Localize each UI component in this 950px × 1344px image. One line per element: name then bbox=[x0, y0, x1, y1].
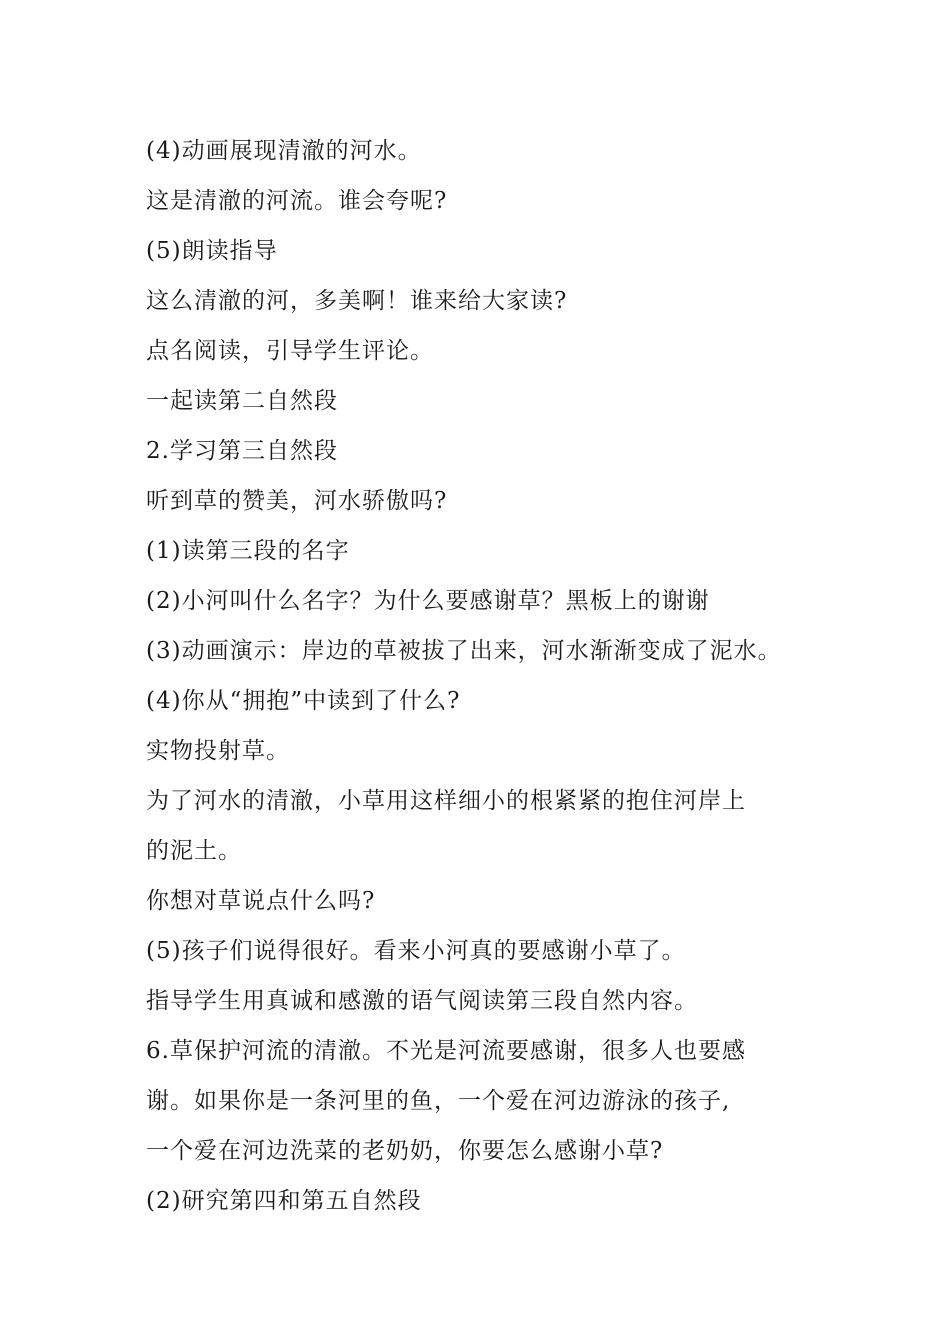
text-line: 指导学生用真诚和感激的语气阅读第三段自然内容。 bbox=[146, 988, 698, 1014]
text-line: (5)孩子们说得很好。看来小河真的要感谢小草了。 bbox=[146, 938, 686, 964]
text-line: (2)小河叫什么名字？为什么要感谢草？黑板上的谢谢 bbox=[146, 588, 710, 614]
text-line: 实物投射草。 bbox=[146, 738, 290, 764]
text-line: 一起读第二自然段 bbox=[146, 388, 338, 414]
text-line: (2)研究第四和第五自然段 bbox=[146, 1188, 422, 1214]
text-line: 2.学习第三自然段 bbox=[146, 438, 338, 464]
text-line: (3)动画演示：岸边的草被拔了出来，河水渐渐变成了泥水。 bbox=[146, 638, 782, 664]
text-line: 为了河水的清澈，小草用这样细小的根紧紧的抱住河岸上 bbox=[146, 788, 746, 814]
text-line: 这是清澈的河流。谁会夸呢? bbox=[146, 188, 448, 214]
text-line: (1)读第三段的名字 bbox=[146, 538, 350, 564]
text-line: (5)朗读指导 bbox=[146, 238, 278, 264]
text-line: 你想对草说点什么吗? bbox=[146, 888, 376, 914]
text-line: 的泥土。 bbox=[146, 838, 242, 864]
text-line: 这么清澈的河，多美啊！谁来给大家读? bbox=[146, 288, 568, 314]
text-line: 一个爱在河边洗菜的老奶奶，你要怎么感谢小草? bbox=[146, 1138, 664, 1164]
text-line: 点名阅读，引导学生评论。 bbox=[146, 338, 434, 364]
text-line: (4)你从“拥抱”中读到了什么? bbox=[146, 688, 461, 714]
text-line: 谢。如果你是一条河里的鱼，一个爱在河边游泳的孩子, bbox=[146, 1088, 731, 1114]
document-body bbox=[146, 126, 826, 1226]
text-line: 听到草的赞美，河水骄傲吗? bbox=[146, 488, 448, 514]
text-line: 6.草保护河流的清澈。不光是河流要感谢，很多人也要感 bbox=[146, 1038, 746, 1064]
text-line: (4)动画展现清澈的河水。 bbox=[146, 138, 422, 164]
